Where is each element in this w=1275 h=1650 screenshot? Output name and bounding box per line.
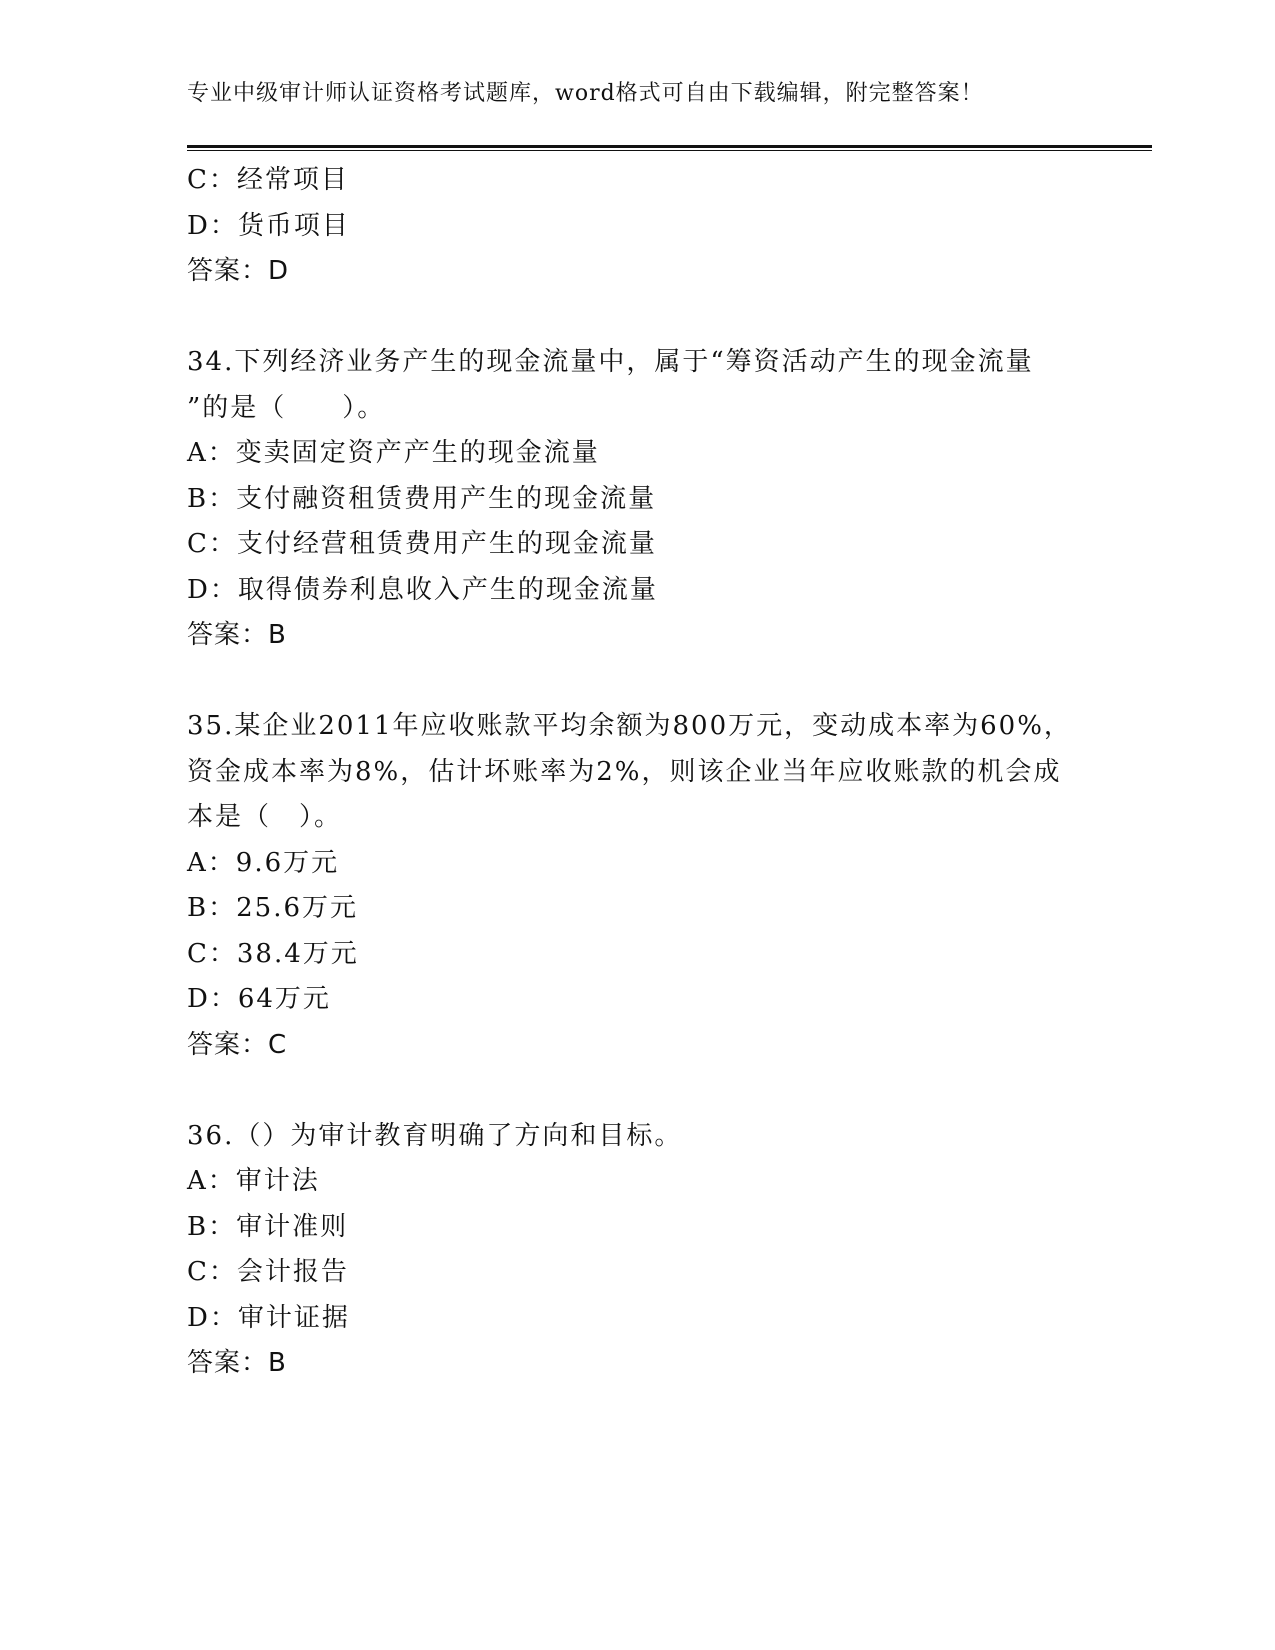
header-rule-thick: [187, 145, 1152, 148]
page-header-text: 专业中级审计师认证资格考试题库，word格式可自由下载编辑，附完整答案！: [187, 81, 984, 106]
option-d: D：64万元: [187, 984, 331, 1014]
option-c: C：支付经营租赁费用产生的现金流量: [187, 529, 657, 559]
option-b: B：审计准则: [187, 1211, 349, 1242]
answer-line: 答案：B: [187, 620, 287, 650]
option-b: B：25.6万元: [187, 893, 358, 923]
option-b: B：支付融资租赁费用产生的现金流量: [187, 483, 657, 514]
option-d: D：审计证据: [187, 1302, 350, 1333]
option-c: C：经常项目: [187, 165, 349, 195]
option-c: C：38.4万元: [187, 938, 359, 969]
option-d: D：取得债券利息收入产生的现金流量: [187, 574, 658, 605]
spacer: [187, 1068, 1087, 1114]
answer-line: 答案：C: [187, 1029, 288, 1060]
option-a: A：变卖固定资产产生的现金流量: [187, 438, 600, 468]
option-a: A：审计法: [187, 1166, 320, 1196]
question-34: [187, 340, 1087, 659]
prev-question: [187, 158, 1087, 295]
question-stem-line: 资金成本率为8%，估计坏账率为2%，则该企业当年应收账款的机会成: [187, 756, 1062, 787]
question-stem-line: ”的是（ ）。: [187, 392, 386, 423]
question-stem-line: 36.（）为审计教育明确了方向和目标。: [187, 1120, 683, 1151]
question-35: [187, 704, 1087, 1068]
question-stem-line: 34.下列经济业务产生的现金流量中，属于“筹资活动产生的现金流量: [187, 347, 1034, 377]
option-c: C：会计报告: [187, 1257, 349, 1287]
question-stem-line: 35.某企业2011年应收账款平均余额为800万元，变动成本率为60%，: [187, 711, 1072, 741]
spacer: [187, 659, 1087, 705]
answer-line: 答案：D: [187, 256, 290, 286]
header-rule-thin: [187, 150, 1152, 151]
option-a: A：9.6万元: [187, 847, 340, 878]
question-36: [187, 1114, 1087, 1387]
question-content: [187, 158, 1087, 1387]
answer-line: 答案：B: [187, 1348, 287, 1378]
option-d: D：货币项目: [187, 210, 350, 241]
question-stem-line: 本是（ ）。: [187, 802, 343, 832]
spacer: [187, 295, 1087, 341]
